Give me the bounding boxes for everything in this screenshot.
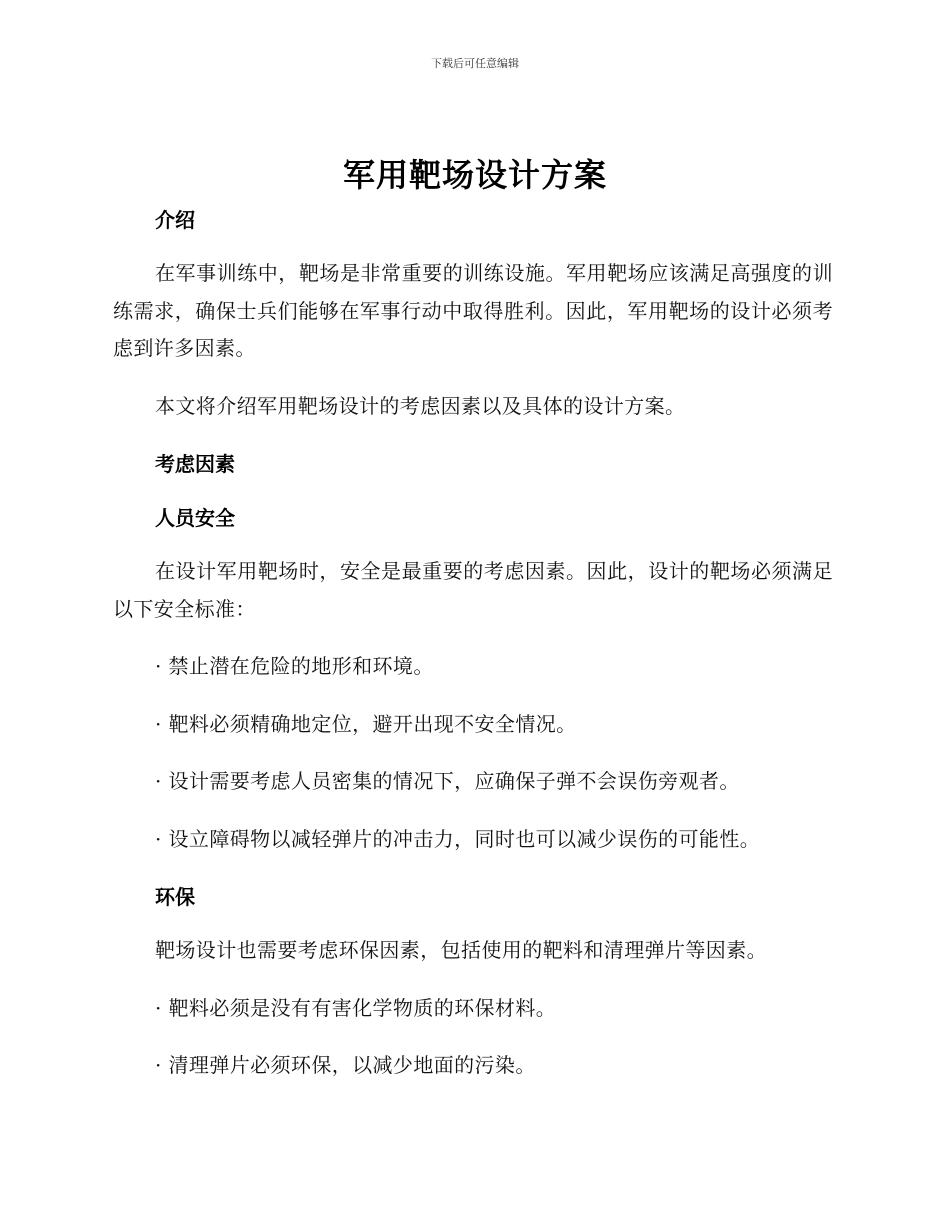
list-item: · 清理弹片必须环保，以减少地面的污染。 xyxy=(155,1053,536,1077)
list-item: · 设计需要考虑人员密集的情况下，应确保子弹不会误伤旁观者。 xyxy=(155,769,740,793)
heading-safety: 人员安全 xyxy=(155,506,235,530)
header-note: 下载后可任意编辑 xyxy=(431,57,519,70)
paragraph-intro-1: 在军事训练中，靶场是非常重要的训练设施。军用靶场应该满足高强度的训练需求，确保士兵们能够在军事行动中取得胜利。因此，军用靶场的设计必须考虑到许多因素。 xyxy=(113,261,833,360)
list-item: · 靶料必须精确地定位，避开出现不安全情况。 xyxy=(155,711,577,736)
document-title: 军用靶场设计方案 xyxy=(342,156,607,194)
heading-intro: 介绍 xyxy=(155,208,195,232)
heading-environment: 环保 xyxy=(155,885,195,909)
list-item: · 设立障碍物以减轻弹片的冲击力，同时也可以减少误伤的可能性。 xyxy=(155,826,761,851)
paragraph-intro-2: 本文将介绍军用靶场设计的考虑因素以及具体的设计方案。 xyxy=(155,393,686,418)
heading-factors: 考虑因素 xyxy=(155,452,235,476)
paragraph-environment: 靶场设计也需要考虑环保因素，包括使用的靶料和清理弹片等因素。 xyxy=(155,938,767,962)
list-item: · 靶料必须是没有有害化学物质的环保材料。 xyxy=(155,995,557,1020)
paragraph-safety: 在设计军用靶场时，安全是最重要的考虑因素。因此，设计的靶场必须满足以下安全标准： xyxy=(113,559,833,621)
document-body xyxy=(113,205,833,1085)
list-item: · 禁止潜在危险的地形和环境。 xyxy=(155,654,434,678)
